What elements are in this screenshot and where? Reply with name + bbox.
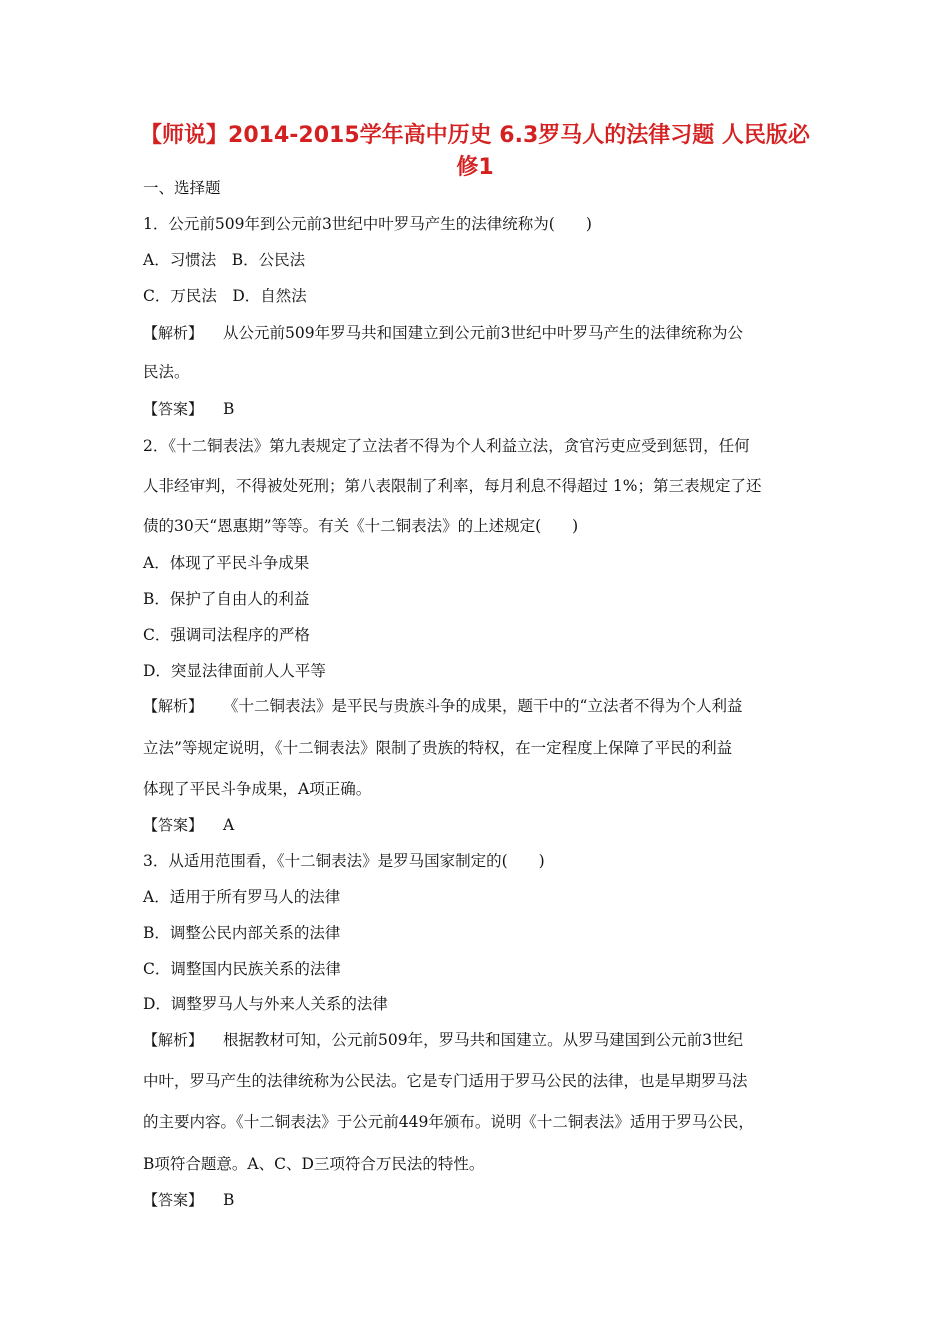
q3-analysis-line-1 <box>143 1030 743 1050</box>
q2-stem-line-3: 债的30天“恩惠期”等等。有关《十二铜表法》的上述规定( ) <box>143 517 579 535</box>
q2-analysis-text-1: 《十二铜表法》是平民与贵族斗争的成果，题干中的“立法者不得为个人利益 <box>223 697 743 715</box>
q3-analysis-text-1: 根据教材可知，公元前509年，罗马共和国建立。从罗马建国到公元前3世纪 <box>223 1031 743 1049</box>
q2-analysis-line-3: 体现了平民斗争成果，A项正确。 <box>143 780 372 798</box>
q2-analysis-line-1 <box>143 696 742 716</box>
q1-stem: 1．公元前509年到公元前3世纪中叶罗马产生的法律统称为( ) <box>143 215 592 233</box>
q3-analysis-line-4: B项符合题意。A、C、D三项符合万民法的特性。 <box>143 1155 485 1173</box>
q2-option-c: C．强调司法程序的严格 <box>143 626 310 644</box>
q2-analysis-label: 【解析】 <box>143 697 204 715</box>
q1-analysis-label: 【解析】 <box>143 324 204 342</box>
q3-answer-value: B <box>223 1191 235 1209</box>
q3-stem: 3．从适用范围看，《十二铜表法》是罗马国家制定的( ) <box>143 852 545 870</box>
q3-option-a: A．适用于所有罗马人的法律 <box>143 888 341 906</box>
q2-stem-line-2: 人非经审判，不得被处死刑；第八表限制了利率，每月利息不得超过 1%；第三表规定了还 <box>143 477 762 495</box>
q1-answer-value: B <box>223 400 235 418</box>
q3-analysis-line-2: 中叶，罗马产生的法律统称为公民法。它是专门适用于罗马公民的法律，也是早期罗马法 <box>143 1072 748 1090</box>
q3-answer <box>143 1190 234 1210</box>
q1-analysis-line-2: 民法。 <box>143 363 190 381</box>
q2-option-d: D．突显法律面前人人平等 <box>143 662 326 680</box>
document-title <box>140 120 810 184</box>
q2-stem-line-1: 2．《十二铜表法》第九表规定了立法者不得为个人利益立法，贪官污吏应受到惩罚，任何 <box>143 437 750 455</box>
section-heading: 一、选择题 <box>143 179 221 197</box>
q3-option-b: B．调整公民内部关系的法律 <box>143 924 341 942</box>
q2-answer-label: 【答案】 <box>143 816 204 834</box>
q1-answer <box>143 399 234 419</box>
q3-option-c: C．调整国内民族关系的法律 <box>143 960 341 978</box>
q3-option-d: D．调整罗马人与外来人关系的法律 <box>143 995 388 1013</box>
q2-option-b: B．保护了自由人的利益 <box>143 590 310 608</box>
q1-options-cd: C．万民法 D．自然法 <box>143 287 307 305</box>
q2-option-a: A．体现了平民斗争成果 <box>143 554 310 572</box>
q2-analysis-line-2: 立法”等规定说明，《十二铜表法》限制了贵族的特权，在一定程度上保障了平民的利益 <box>143 739 733 757</box>
q3-answer-label: 【答案】 <box>143 1191 204 1209</box>
q2-answer <box>143 815 234 835</box>
q1-options-ab: A．习惯法 B．公民法 <box>143 251 306 269</box>
q1-analysis-line-1 <box>143 323 743 343</box>
q3-analysis-line-3: 的主要内容。《十二铜表法》于公元前449年颁布。说明《十二铜表法》适用于罗马公民， <box>143 1113 754 1131</box>
title-line-2: 修1 <box>456 155 494 180</box>
q1-analysis-text-1: 从公元前509年罗马共和国建立到公元前3世纪中叶罗马产生的法律统称为公 <box>223 324 743 342</box>
q3-analysis-label: 【解析】 <box>143 1031 204 1049</box>
title-line-1: 【师说】2014-2015学年高中历史 6.3罗马人的法律习题 人民版必 <box>140 123 810 148</box>
q2-answer-value: A <box>223 816 235 834</box>
q1-answer-label: 【答案】 <box>143 400 204 418</box>
